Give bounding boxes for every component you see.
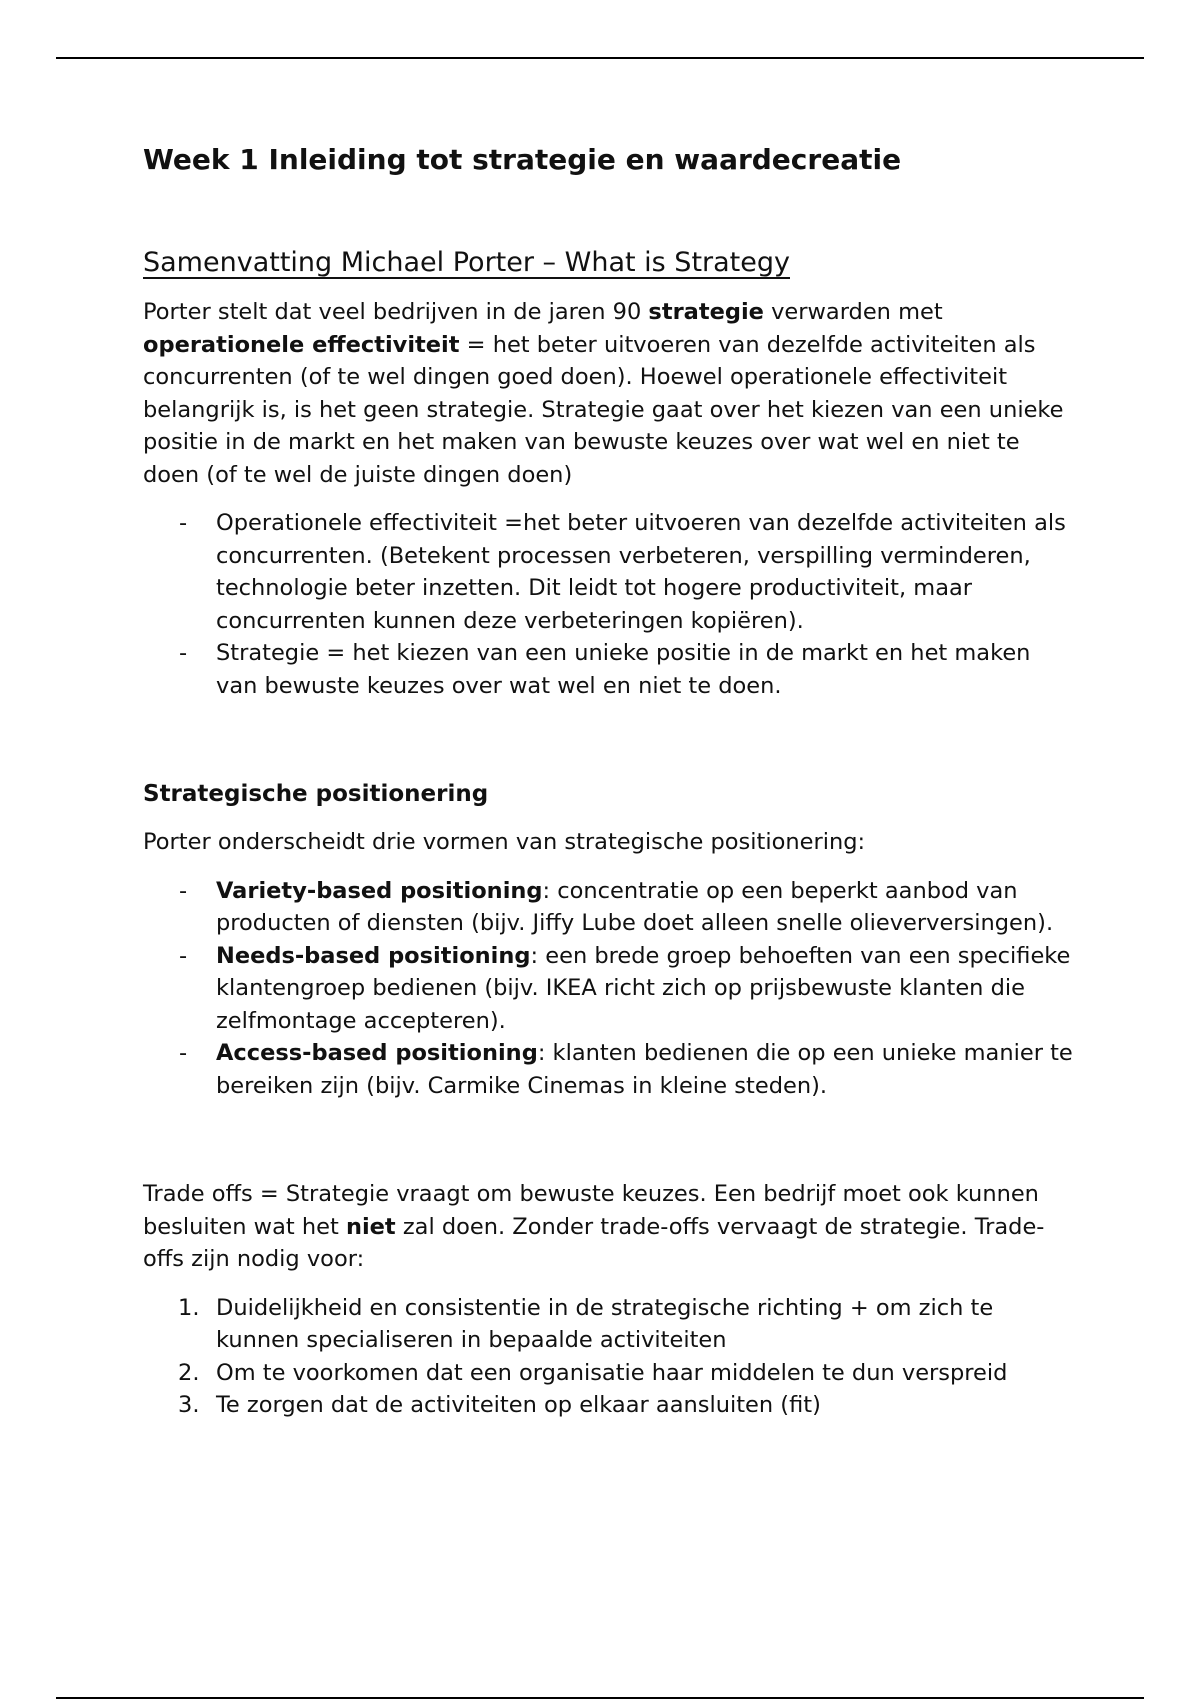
intro-bold-strategie: strategie xyxy=(648,299,764,325)
list-item-text: : concentratie op een beperkt aanbod van producten of diensten (bijv. Jiffy Lube doet alleen snelle olieverversingen). xyxy=(216,877,1054,936)
intro-text-2: verwarden met xyxy=(763,299,943,325)
section-heading: Samenvatting Michael Porter – What is Strategy xyxy=(143,247,790,278)
tradeoffs-paragraph xyxy=(143,1178,1073,1276)
list-item xyxy=(143,1037,1073,1102)
porter-paragraph: Porter onderscheidt drie vormen van strategische positionering: xyxy=(143,829,866,855)
list-item-text: Duidelijkheid en consistentie in de strategische richting + om zich te kunnen specialiseren in bepaalde activiteiten xyxy=(216,1294,994,1353)
list-item xyxy=(143,507,1073,637)
list-item-text: : een brede groep behoeften van een specifieke klantengroep bedienen (bijv. IKEA richt zich op prijsbewuste klanten die zelfmontage accepteren). xyxy=(216,942,1071,1034)
subheading-strategische-positionering: Strategische positionering xyxy=(143,781,489,807)
list-number: 2. xyxy=(178,1359,200,1386)
positioning-list xyxy=(143,875,1073,1103)
list-item-text: Om te voorkomen dat een organisatie haar middelen te dun verspreid xyxy=(216,1359,1008,1386)
list-marker: - xyxy=(179,877,188,904)
list-marker: - xyxy=(179,942,188,969)
list-item xyxy=(143,1292,1073,1357)
page-title: Week 1 Inleiding tot strategie en waardecreatie xyxy=(143,143,902,176)
intro-text-1: Porter stelt dat veel bedrijven in de jaren 90 xyxy=(143,299,649,325)
list-item xyxy=(143,637,1073,702)
list-number: 3. xyxy=(178,1392,200,1418)
list-item-text: Operationele effectiviteit =het beter uitvoeren van dezelfde activiteiten als concurrenten. (Betekent processen verbeteren, verspilling verminderen, technologie beter inzetten. Dit leidt tot hogere productiviteit, maar concurrenten kunnen deze verbeteringen kopiëren). xyxy=(216,510,1066,634)
list-item-term: Needs-based positioning xyxy=(216,942,531,969)
bottom-rule xyxy=(56,1697,1144,1699)
tradeoffs-text-1: Trade offs = Strategie vraagt om bewuste keuzes. Een bedrijf moet ook kunnen besluiten wat het xyxy=(143,1181,1039,1240)
list-item-term: Variety-based positioning xyxy=(216,877,543,904)
list-item xyxy=(143,1357,1073,1390)
tradeoffs-bold-niet: niet xyxy=(345,1213,396,1240)
list-item xyxy=(143,1389,1073,1422)
effectiveness-list xyxy=(143,507,1073,702)
list-item-text: Strategie = het kiezen van een unieke positie in de markt en het maken van bewuste keuzes over wat wel en niet te doen. xyxy=(216,640,1031,699)
list-number: 1. xyxy=(178,1294,200,1321)
tradeoffs-list xyxy=(143,1292,1073,1422)
list-marker: - xyxy=(179,510,188,536)
list-item xyxy=(143,875,1073,940)
list-marker: - xyxy=(179,1040,188,1066)
list-item xyxy=(143,940,1073,1038)
tradeoffs-text-2: zal doen. Zonder trade-offs vervaagt de strategie. Trade-offs zijn nodig voor: xyxy=(143,1213,1045,1272)
intro-bold-operationele: operationele effectiviteit xyxy=(143,331,460,358)
list-marker: - xyxy=(179,640,188,666)
list-item-text: : klanten bedienen die op een unieke manier te bereiken zijn (bijv. Carmike Cinemas in kleine steden). xyxy=(216,1040,1073,1099)
intro-text-3: = het beter uitvoeren van dezelfde activiteiten als concurrenten (of te wel dingen goed doen). Hoewel operationele effectiviteit belangrijk is, is het geen strategie. Strategie gaat over het kiezen van een unieke positie in de markt en het maken van bewuste keuzes over wat wel en niet te doen (of te wel de juiste dingen doen) xyxy=(143,331,1064,488)
document-body xyxy=(143,140,1073,1422)
top-rule xyxy=(56,57,1144,59)
list-item-text: Te zorgen dat de activiteiten op elkaar aansluiten (fit) xyxy=(216,1392,821,1418)
intro-paragraph xyxy=(143,296,1073,491)
list-item-term: Access-based positioning xyxy=(216,1040,538,1066)
